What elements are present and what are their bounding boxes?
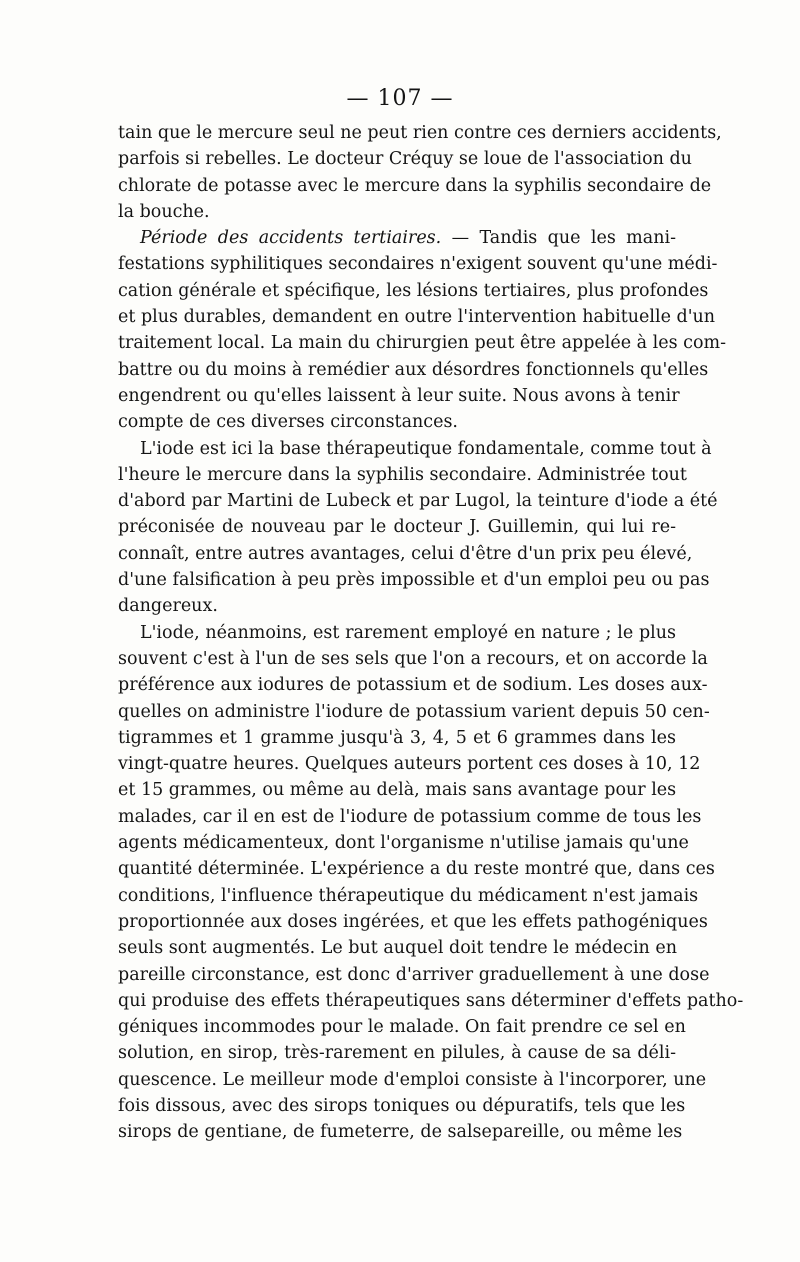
- text-line: traitement local. La main du chirurgien peut être appelée à les com-: [118, 333, 726, 354]
- text-line: vingt-quatre heures. Quelques auteurs portent ces doses à 10, 12: [118, 754, 701, 775]
- text-line: préférence aux iodures de potassium et de sodium. Les doses aux-: [118, 675, 708, 696]
- text-line: L'iode, néanmoins, est rarement employé en nature ; le plus: [140, 622, 676, 643]
- text-line: L'iode est ici la base thérapeutique fondamentale, comme tout à: [140, 438, 712, 459]
- text-line: battre ou du moins à remédier aux désordres fonctionnels qu'elles: [118, 359, 709, 380]
- section-heading-line: [118, 225, 676, 251]
- text-line: conditions, l'influence thérapeutique du médicament n'est jamais: [118, 885, 699, 906]
- text-line: chlorate de potasse avec le mercure dans la syphilis secondaire de: [118, 175, 712, 196]
- text-line: cation générale et spécifique, les lésions tertiaires, plus profondes: [118, 280, 709, 301]
- text-line: engendrent ou qu'elles laissent à leur suite. Nous avons à tenir: [118, 385, 680, 406]
- body-text: [118, 120, 744, 1146]
- text-line: la bouche.: [118, 201, 210, 222]
- text-line: qui produise des effets thérapeutiques sans déterminer d'effets patho-: [118, 990, 744, 1011]
- text-line: souvent c'est à l'un de ses sels que l'on a recours, et on accorde la: [118, 648, 708, 669]
- text-line: proportionnée aux doses ingérées, et que les effets pathogéniques: [118, 911, 708, 932]
- page-number: — 107 —: [346, 86, 454, 111]
- text-line: festations syphilitiques secondaires n'exigent souvent qu'une médi-: [118, 254, 718, 275]
- text-line: compte de ces diverses circonstances.: [118, 412, 458, 433]
- text-line: malades, car il en est de l'iodure de potassium comme de tous les: [118, 806, 702, 827]
- text-line: quelles on administre l'iodure de potassium varient depuis 50 cen-: [118, 701, 710, 722]
- text-line: l'heure le mercure dans la syphilis secondaire. Administrée tout: [118, 464, 687, 485]
- text-line: tain que le mercure seul ne peut rien contre ces derniers accidents,: [118, 123, 722, 143]
- text-line: parfois si rebelles. Le docteur Créquy se loue de l'association du: [118, 149, 692, 170]
- text-line: d'une falsification à peu près impossible et d'un emploi peu ou pas: [118, 570, 710, 591]
- text-line: sirops de gentiane, de fumeterre, de salsepareille, ou même les: [118, 1122, 683, 1143]
- text-line: connaît, entre autres avantages, celui d'être d'un prix peu élevé,: [118, 543, 693, 564]
- text-line: d'abord par Martini de Lubeck et par Lugol, la teinture d'iode a été: [118, 491, 718, 512]
- text-line: quantité déterminée. L'expérience a du reste montré que, dans ces: [118, 859, 715, 880]
- text-line: dangereux.: [118, 596, 218, 617]
- text-line: et plus durables, demandent en outre l'intervention habituelle d'un: [118, 307, 716, 328]
- text-line: agents médicamenteux, dont l'organisme n'utilise jamais qu'une: [118, 833, 689, 854]
- text-line: fois dissous, avec des sirops toniques ou dépuratifs, tels que les: [118, 1095, 686, 1116]
- text-line: seuls sont augmentés. Le but auquel doit tendre le médecin en: [118, 938, 678, 959]
- text-line: quescence. Le meilleur mode d'emploi consiste à l'incorporer, une: [118, 1069, 707, 1090]
- text-line: préconisée de nouveau par le docteur J. Guillemin, qui lui re-: [118, 517, 676, 538]
- section-heading-continuation: — Tandis que les mani-: [441, 228, 676, 249]
- text-line: tigrammes et 1 gramme jusqu'à 3, 4, 5 et 6 grammes dans les: [118, 727, 676, 748]
- text-line: et 15 grammes, ou même au delà, mais sans avantage pour les: [118, 780, 677, 801]
- text-line: géniques incommodes pour le malade. On fait prendre ce sel en: [118, 1017, 686, 1038]
- text-line: pareille circonstance, est donc d'arriver graduellement à une dose: [118, 964, 710, 985]
- text-line: solution, en sirop, très-rarement en pilules, à cause de sa déli-: [118, 1043, 676, 1064]
- section-heading: Période des accidents tertiaires.: [140, 228, 442, 249]
